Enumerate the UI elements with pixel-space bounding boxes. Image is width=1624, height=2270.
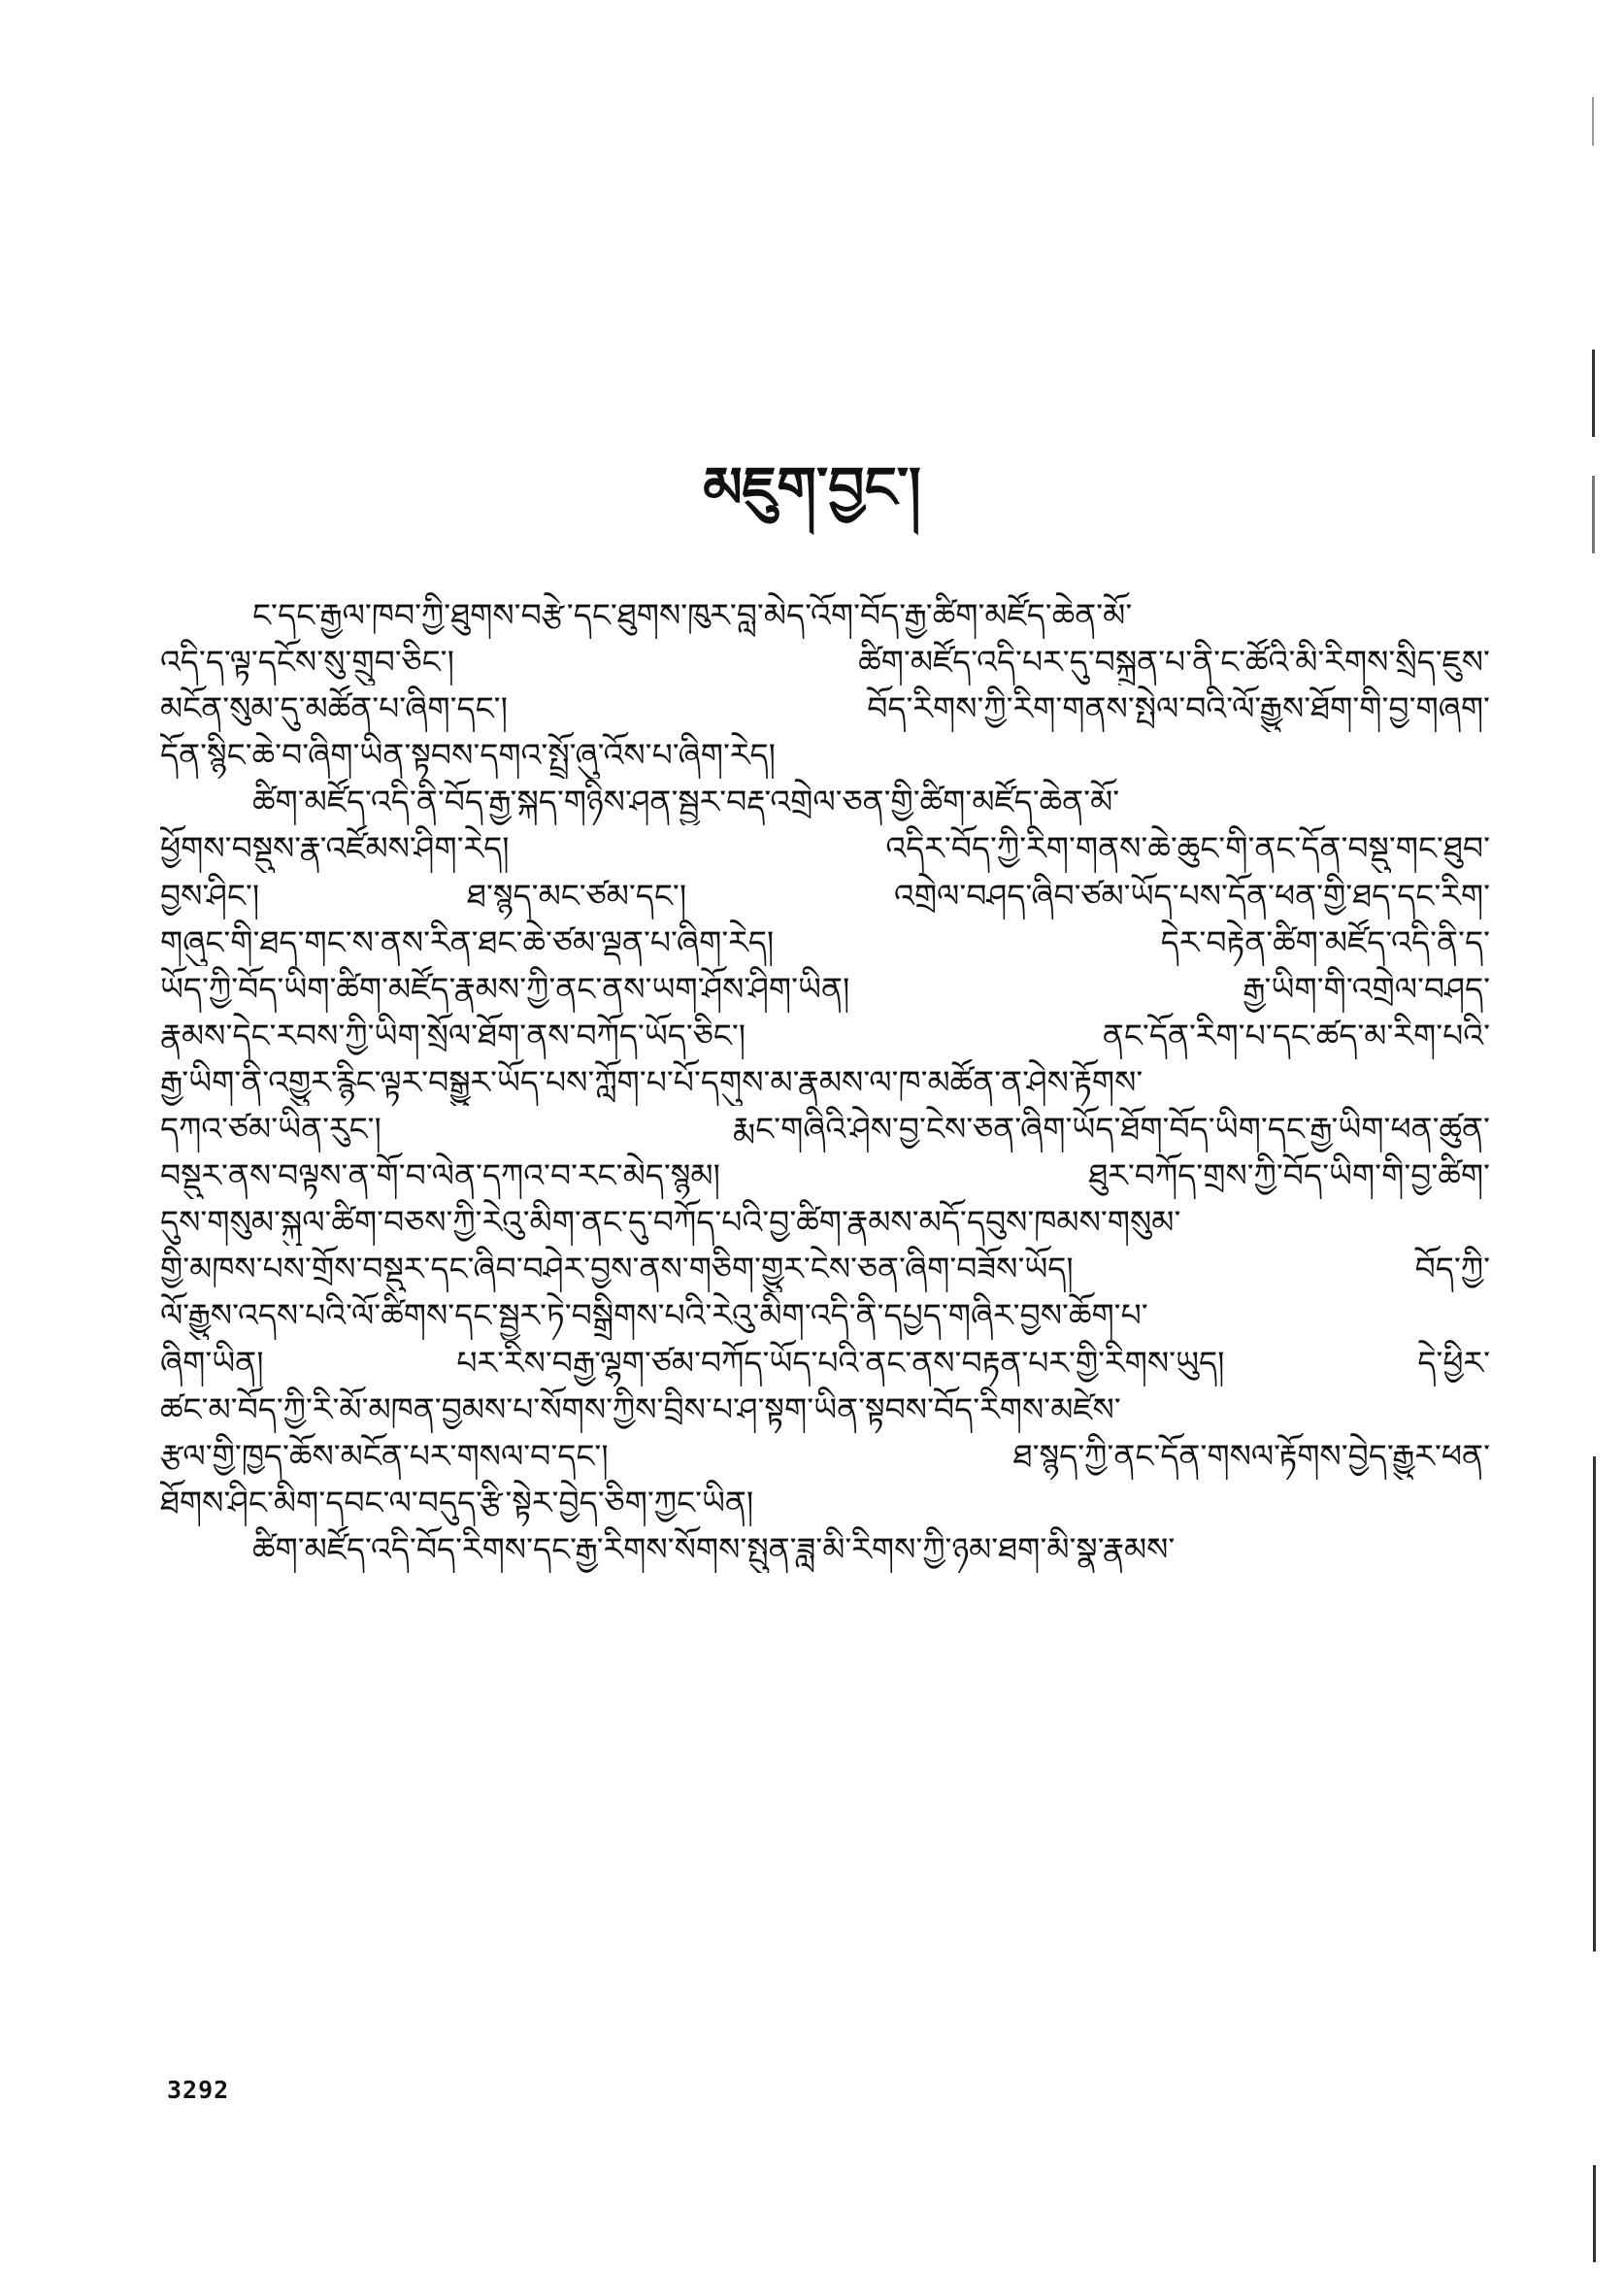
body-line: རྣམས་དེང་རབས་ཀྱི་ཡིག་སྲོལ་ཐོག་ནས་བཀོད་ཡོད་ཅིང་། ནང་དོན་རིག་པ་དང་ཚད་མ་རིག་པའི་ — [160, 1016, 1490, 1054]
body-line: ཡོད་ཀྱི་བོད་ཡིག་ཚིག་མཛོད་རྣམས་ཀྱི་ནང་ནས་ཡག་ཤོས་ཤིག་ཡིན། རྒྱ་ཡིག་གི་འགྲེལ་བཤད་ — [160, 969, 1490, 1008]
body-line: ཚིག་མཛོད་འདི་ནི་བོད་རྒྱ་སྐད་གཉིས་ཤན་སྦྱར་བརྡ་འགྲེལ་ཅན་གྱི་ཚིག་མཛོད་ཆེན་མོ་ — [252, 783, 1120, 821]
document-title: མཇུག་བྱང་། — [703, 454, 921, 520]
body-text — [160, 592, 1490, 1573]
scan-edge-mark — [1592, 476, 1595, 553]
body-line: ཚང་མ་བོད་ཀྱི་རི་མོ་མཁན་བྱམས་པ་སོགས་ཀྱིས་བྲིས་པ་ཤ་སྟག་ཡིན་སྟབས་བོད་རིགས་མཛེས་ — [160, 1389, 1121, 1428]
body-line: མངོན་སུམ་དུ་མཚོན་པ་ཞིག་དང་། བོད་རིགས་ཀྱི་རིག་གནས་སྤེལ་བའི་ལོ་རྒྱུས་ཐོག་གི་བྱ་གཞག་ — [160, 689, 1490, 728]
scan-edge-mark — [1593, 2165, 1596, 2262]
body-line: རྒྱ་ཡིག་ནི་འགྱུར་རྙིང་ལྟར་བསྒྱུར་ཡོད་པས་ཀློག་པ་པོ་དགུས་མ་རྣམས་ལ་ཁ་མཚོན་ན་ཤེས་རྟོགས་ — [160, 1062, 1143, 1101]
body-line: གཞུང་གི་ཐད་གང་ས་ནས་རིན་ཐང་ཆེ་ཙམ་ལྡན་པ་ཞིག་རེད། དེར་བརྟེན་ཚིག་མཛོད་འདི་ནི་ད་ — [160, 922, 1490, 961]
body-line: དཀའ་ཙམ་ཡིན་རུང་། རྨང་གཞིའི་ཤེས་བྱ་ངེས་ཅན་ཞིག་ཡོད་ཐོག་བོད་ཡིག་དང་རྒྱ་ཡིག་ཕན་ཚུན་ — [160, 1110, 1490, 1149]
body-line: འདི་ད་ལྟ་དངོས་སུ་གྲུབ་ཅིང་། ཚིག་མཛོད་འདི་པར་དུ་བསྐྲུན་པ་ནི་ང་ཚོའི་མི་རིགས་སྲིད་ཇུས་ — [160, 643, 1490, 682]
body-line: ལོ་རྒྱུས་འདས་པའི་ལོ་ཚིགས་དང་སྦྱར་ཏེ་བསྒྲིགས་པའི་རེའུ་མིག་འདི་ནི་དཔྱད་གཞིར་བྱས་ཆོག་པ་ — [160, 1296, 1148, 1335]
page-number: 3292 — [167, 2076, 230, 2104]
body-line: ཕྱོགས་བསྡུས་རྣ་འཛོམས་ཤིག་རེད། འདིར་བོད་ཀྱི་རིག་གནས་ཆེ་ཆུང་གི་ནང་དོན་བསྡུ་གང་ཐུབ་ — [160, 829, 1490, 868]
scan-edge-mark — [1593, 1456, 1596, 1952]
body-line: ཚིག་མཛོད་འདི་བོད་རིགས་དང་རྒྱ་རིགས་སོགས་སྤུན་ཟླ་མི་རིགས་ཀྱི་ཉམ་ཐག་མི་སྣ་རྣམས་ — [252, 1529, 1176, 1568]
body-line: དུས་གསུམ་སྐུལ་ཚིག་བཅས་ཀྱི་རེའུ་མིག་ནང་དུ་བཀོད་པའི་བྱ་ཚིག་རྣམས་མདོ་དབུས་ཁམས་གསུམ་ — [160, 1203, 1181, 1242]
body-line: ཐོགས་ཤིང་མིག་དབང་ལ་བདུད་རྩི་སྟེར་བྱེད་ཅིག་ཀྱང་ཡིན། — [160, 1483, 754, 1521]
body-line: གྱི་མཁས་པས་གྲོས་བསྡུར་དང་ཞིབ་བཤེར་བྱས་ནས་གཅིག་གྱུར་ངེས་ཅན་ཞིག་བཟོས་ཡོད། བོད་ཀྱི་ — [160, 1250, 1490, 1288]
body-line: ང་དང་རྒྱལ་ཁབ་ཀྱི་ཐུགས་བརྩེ་དང་ཐུགས་ཁུར་བླ་མེད་འོག་བོད་རྒྱ་ཚིག་མཛོད་ཆེན་མོ་ — [252, 596, 1133, 634]
body-line: བྱས་ཤིང་། ཐ་སྙད་མང་ཙམ་དང་། འགྲེལ་བཤད་ཞིབ་ཙམ་ཡོད་པས་དོན་ཕན་གྱི་ཐད་དང་རིག་ — [160, 876, 1490, 915]
scan-edge-mark — [1592, 350, 1595, 437]
body-line: དོན་སྙིང་ཆེ་བ་ཞིག་ཡིན་སྟབས་དགའ་སྤྲོ་ཞུ་འོས་པ་ཞིག་རེད། — [160, 736, 776, 775]
body-line: ཞིག་ཡིན། པར་རིས་བརྒྱ་ལྷག་ཙམ་བཀོད་ཡོད་པའི་ནང་ནས་བརྟན་པར་གྱི་རིགས་ཡུད། དེ་ཕྱིར་ — [160, 1343, 1490, 1382]
scan-edge-mark — [1592, 97, 1594, 146]
body-line: རྩལ་གྱི་ཁྱད་ཆོས་མངོན་པར་གསལ་བ་དང་། ཐ་སྙད་ཀྱི་ནང་དོན་གསལ་རྟོགས་བྱེད་རྒྱུར་ཕན་ — [160, 1436, 1490, 1475]
body-line: བསྡུར་ནས་བལྟས་ན་གོ་བ་ལེན་དཀའ་བ་རང་མེད་སྙམ། ཐུར་བཀོད་གྲས་ཀྱི་བོད་ཡིག་གི་བྱ་ཚིག་ — [160, 1156, 1490, 1195]
